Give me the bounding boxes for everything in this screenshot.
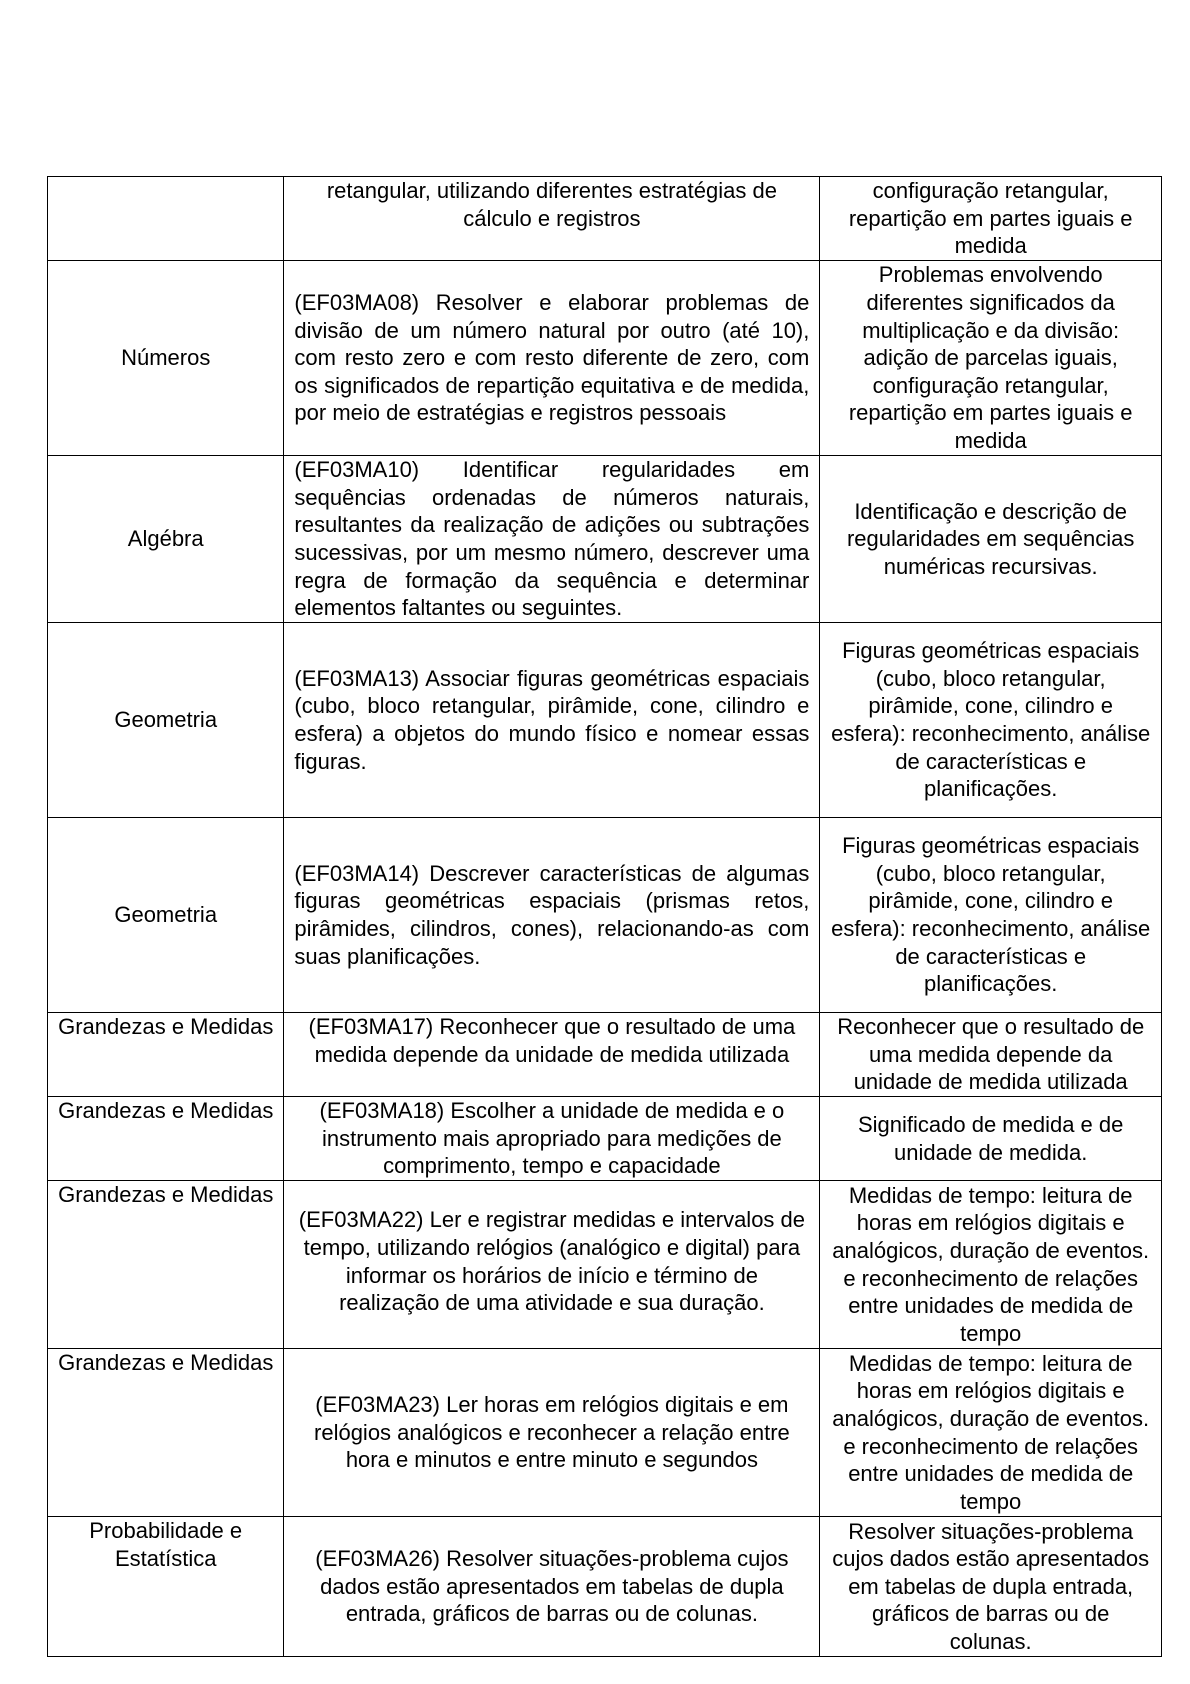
table-row: [48, 177, 1162, 261]
table-row: [48, 1349, 1162, 1517]
thematic-unit-cell: Números: [48, 261, 284, 456]
skill-cell: retangular, utilizando diferentes estratégias de cálculo e registros: [284, 177, 820, 261]
thematic-unit-cell: Algébra: [48, 456, 284, 623]
skill-cell: (EF03MA23) Ler horas em relógios digitais e em relógios analógicos e reconhecer a relação entre hora e minutos e entre minuto e segundos: [284, 1349, 820, 1517]
skill-cell: (EF03MA08) Resolver e elaborar problemas de divisão de um número natural por outro (até 10), com resto zero e com resto diferente de zero, com os significados de repartição equitativa e de medida, por meio de estratégias e registros pessoais: [284, 261, 820, 456]
thematic-unit-cell: Grandezas e Medidas: [48, 1013, 284, 1097]
knowledge-object-cell: Figuras geométricas espaciais (cubo, bloco retangular, pirâmide, cone, cilindro e esfera): reconhecimento, análise de características e planificações.: [820, 818, 1162, 1013]
knowledge-object-cell: Medidas de tempo: leitura de horas em relógios digitais e analógicos, duração de eventos. e reconhecimento de relações entre unidades de medida de tempo: [820, 1181, 1162, 1349]
thematic-unit-cell: Geometria: [48, 623, 284, 818]
table-row: [48, 1517, 1162, 1657]
knowledge-object-cell: Problemas envolvendo diferentes significados da multiplicação e da divisão: adição de parcelas iguais, configuração retangular, repartição em partes iguais e medida: [820, 261, 1162, 456]
thematic-unit-cell: Grandezas e Medidas: [48, 1349, 284, 1517]
table-row: [48, 261, 1162, 456]
table-row: [48, 1013, 1162, 1097]
skill-cell: (EF03MA18) Escolher a unidade de medida e o instrumento mais apropriado para medições de comprimento, tempo e capacidade: [284, 1097, 820, 1181]
skill-cell: (EF03MA10) Identificar regularidades em sequências ordenadas de números naturais, resultantes da realização de adições ou subtrações sucessivas, por um mesmo número, descrever uma regra de formação da sequência e determinar elementos faltantes ou seguintes.: [284, 456, 820, 623]
knowledge-object-cell: Resolver situações-problema cujos dados estão apresentados em tabelas de dupla entrada, gráficos de barras ou de colunas.: [820, 1517, 1162, 1657]
skill-cell: (EF03MA17) Reconhecer que o resultado de uma medida depende da unidade de medida utilizada: [284, 1013, 820, 1097]
curriculum-table: [47, 176, 1162, 1657]
thematic-unit-cell: Grandezas e Medidas: [48, 1097, 284, 1181]
thematic-unit-cell: [48, 177, 284, 261]
table-row: [48, 818, 1162, 1013]
skill-cell: (EF03MA26) Resolver situações-problema cujos dados estão apresentados em tabelas de dupla entrada, gráficos de barras ou de colunas.: [284, 1517, 820, 1657]
thematic-unit-cell: Geometria: [48, 818, 284, 1013]
skill-cell: (EF03MA14) Descrever características de algumas figuras geométricas espaciais (prismas retos, pirâmides, cilindros, cones), relacionando-as com suas planificações.: [284, 818, 820, 1013]
thematic-unit-cell: Probabilidade e Estatística: [48, 1517, 284, 1657]
table-row: [48, 623, 1162, 818]
skill-cell: (EF03MA13) Associar figuras geométricas espaciais (cubo, bloco retangular, pirâmide, cone, cilindro e esfera) a objetos do mundo físico e nomear essas figuras.: [284, 623, 820, 818]
table-row: [48, 1181, 1162, 1349]
knowledge-object-cell: Reconhecer que o resultado de uma medida depende da unidade de medida utilizada: [820, 1013, 1162, 1097]
knowledge-object-cell: Identificação e descrição de regularidades em sequências numéricas recursivas.: [820, 456, 1162, 623]
table-row: [48, 456, 1162, 623]
table-row: [48, 1097, 1162, 1181]
knowledge-object-cell: Medidas de tempo: leitura de horas em relógios digitais e analógicos, duração de eventos. e reconhecimento de relações entre unidades de medida de tempo: [820, 1349, 1162, 1517]
skill-cell: (EF03MA22) Ler e registrar medidas e intervalos de tempo, utilizando relógios (analógico e digital) para informar os horários de início e término de realização de uma atividade e sua duração.: [284, 1181, 820, 1349]
knowledge-object-cell: Significado de medida e de unidade de medida.: [820, 1097, 1162, 1181]
thematic-unit-cell: Grandezas e Medidas: [48, 1181, 284, 1349]
knowledge-object-cell: Figuras geométricas espaciais (cubo, bloco retangular, pirâmide, cone, cilindro e esfera): reconhecimento, análise de características e planificações.: [820, 623, 1162, 818]
knowledge-object-cell: configuração retangular, repartição em partes iguais e medida: [820, 177, 1162, 261]
